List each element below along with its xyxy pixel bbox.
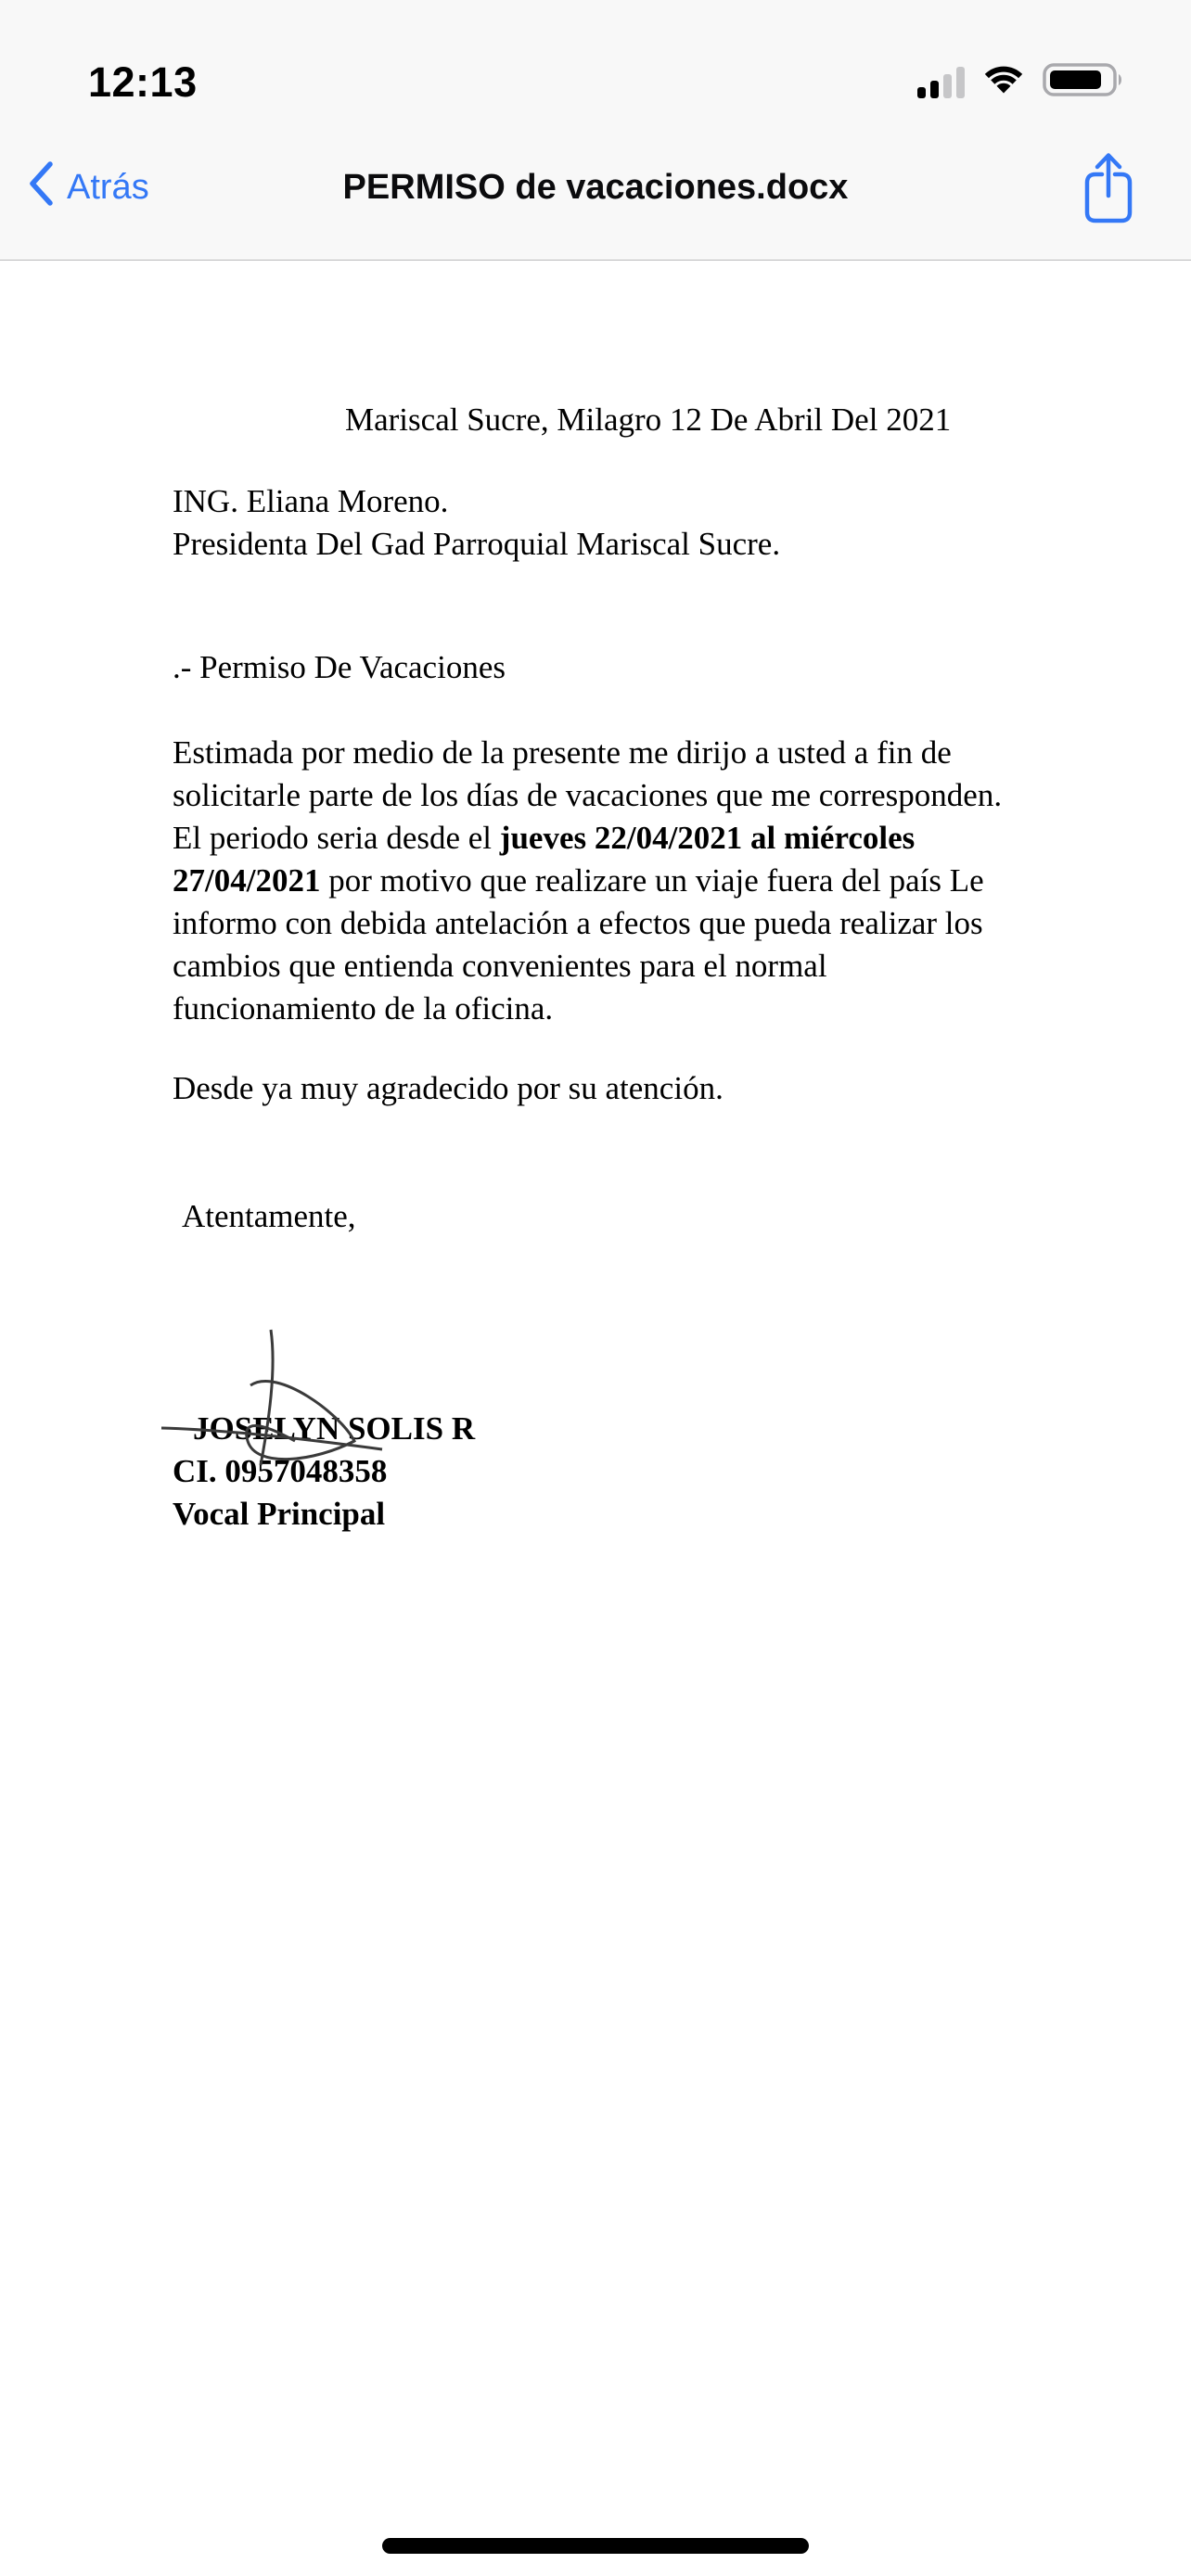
back-button-label: Atrás — [67, 168, 149, 207]
signature-block — [173, 1408, 1043, 1536]
letter-subject: .- Permiso De Vacaciones — [173, 649, 506, 685]
recipient-title: Presidenta Del Gad Parroquial Mariscal Sucre. — [173, 526, 781, 562]
body-text-part2: por motivo que realizare un viaje fuera del país Le informo con debida antelación a efectos que pueda realizar los cambios que entienda convenientes para el normal funcionamiento de la oficina. — [173, 862, 984, 1027]
status-icons — [917, 61, 1126, 107]
body-text-part1: Estimada por medio de la presente me dirijo a usted a fin de solicitarle parte de los días de vacaciones que me corresponden. El periodo seria desde el — [173, 734, 1003, 856]
nav-bar — [0, 116, 1191, 260]
letter-body-paragraph — [173, 732, 1035, 1030]
letter-closing: Atentamente, — [182, 1198, 356, 1234]
letter-recipient — [173, 480, 1043, 566]
signature-id: CI. 0957048358 — [173, 1453, 388, 1489]
share-button[interactable] — [1083, 151, 1133, 230]
wifi-icon — [980, 62, 1028, 102]
back-button[interactable] — [28, 160, 149, 216]
document-title: PERMISO de vacaciones.docx — [342, 168, 849, 207]
body-text-bold-dates: jueves 22/04/2021 al miércoles 27/04/2021 — [173, 820, 916, 899]
signature-name: JOSELYN SOLIS R — [193, 1410, 476, 1447]
share-icon — [1083, 213, 1133, 229]
cellular-signal-icon — [917, 67, 965, 98]
recipient-name: ING. Eliana Moreno. — [173, 483, 449, 519]
chevron-left-icon — [28, 160, 54, 216]
letter-date-line: Mariscal Sucre, Milagro 12 De Abril Del 2021 — [345, 402, 952, 438]
status-bar — [0, 0, 1191, 116]
signature-title: Vocal Principal — [173, 1496, 386, 1532]
status-time: 12:13 — [88, 58, 198, 106]
home-indicator[interactable] — [382, 2538, 809, 2554]
header — [0, 0, 1191, 261]
letter-thanks-line: Desde ya muy agradecido por su atención. — [173, 1070, 724, 1106]
battery-icon — [1043, 61, 1126, 103]
document-content — [0, 261, 1191, 2576]
